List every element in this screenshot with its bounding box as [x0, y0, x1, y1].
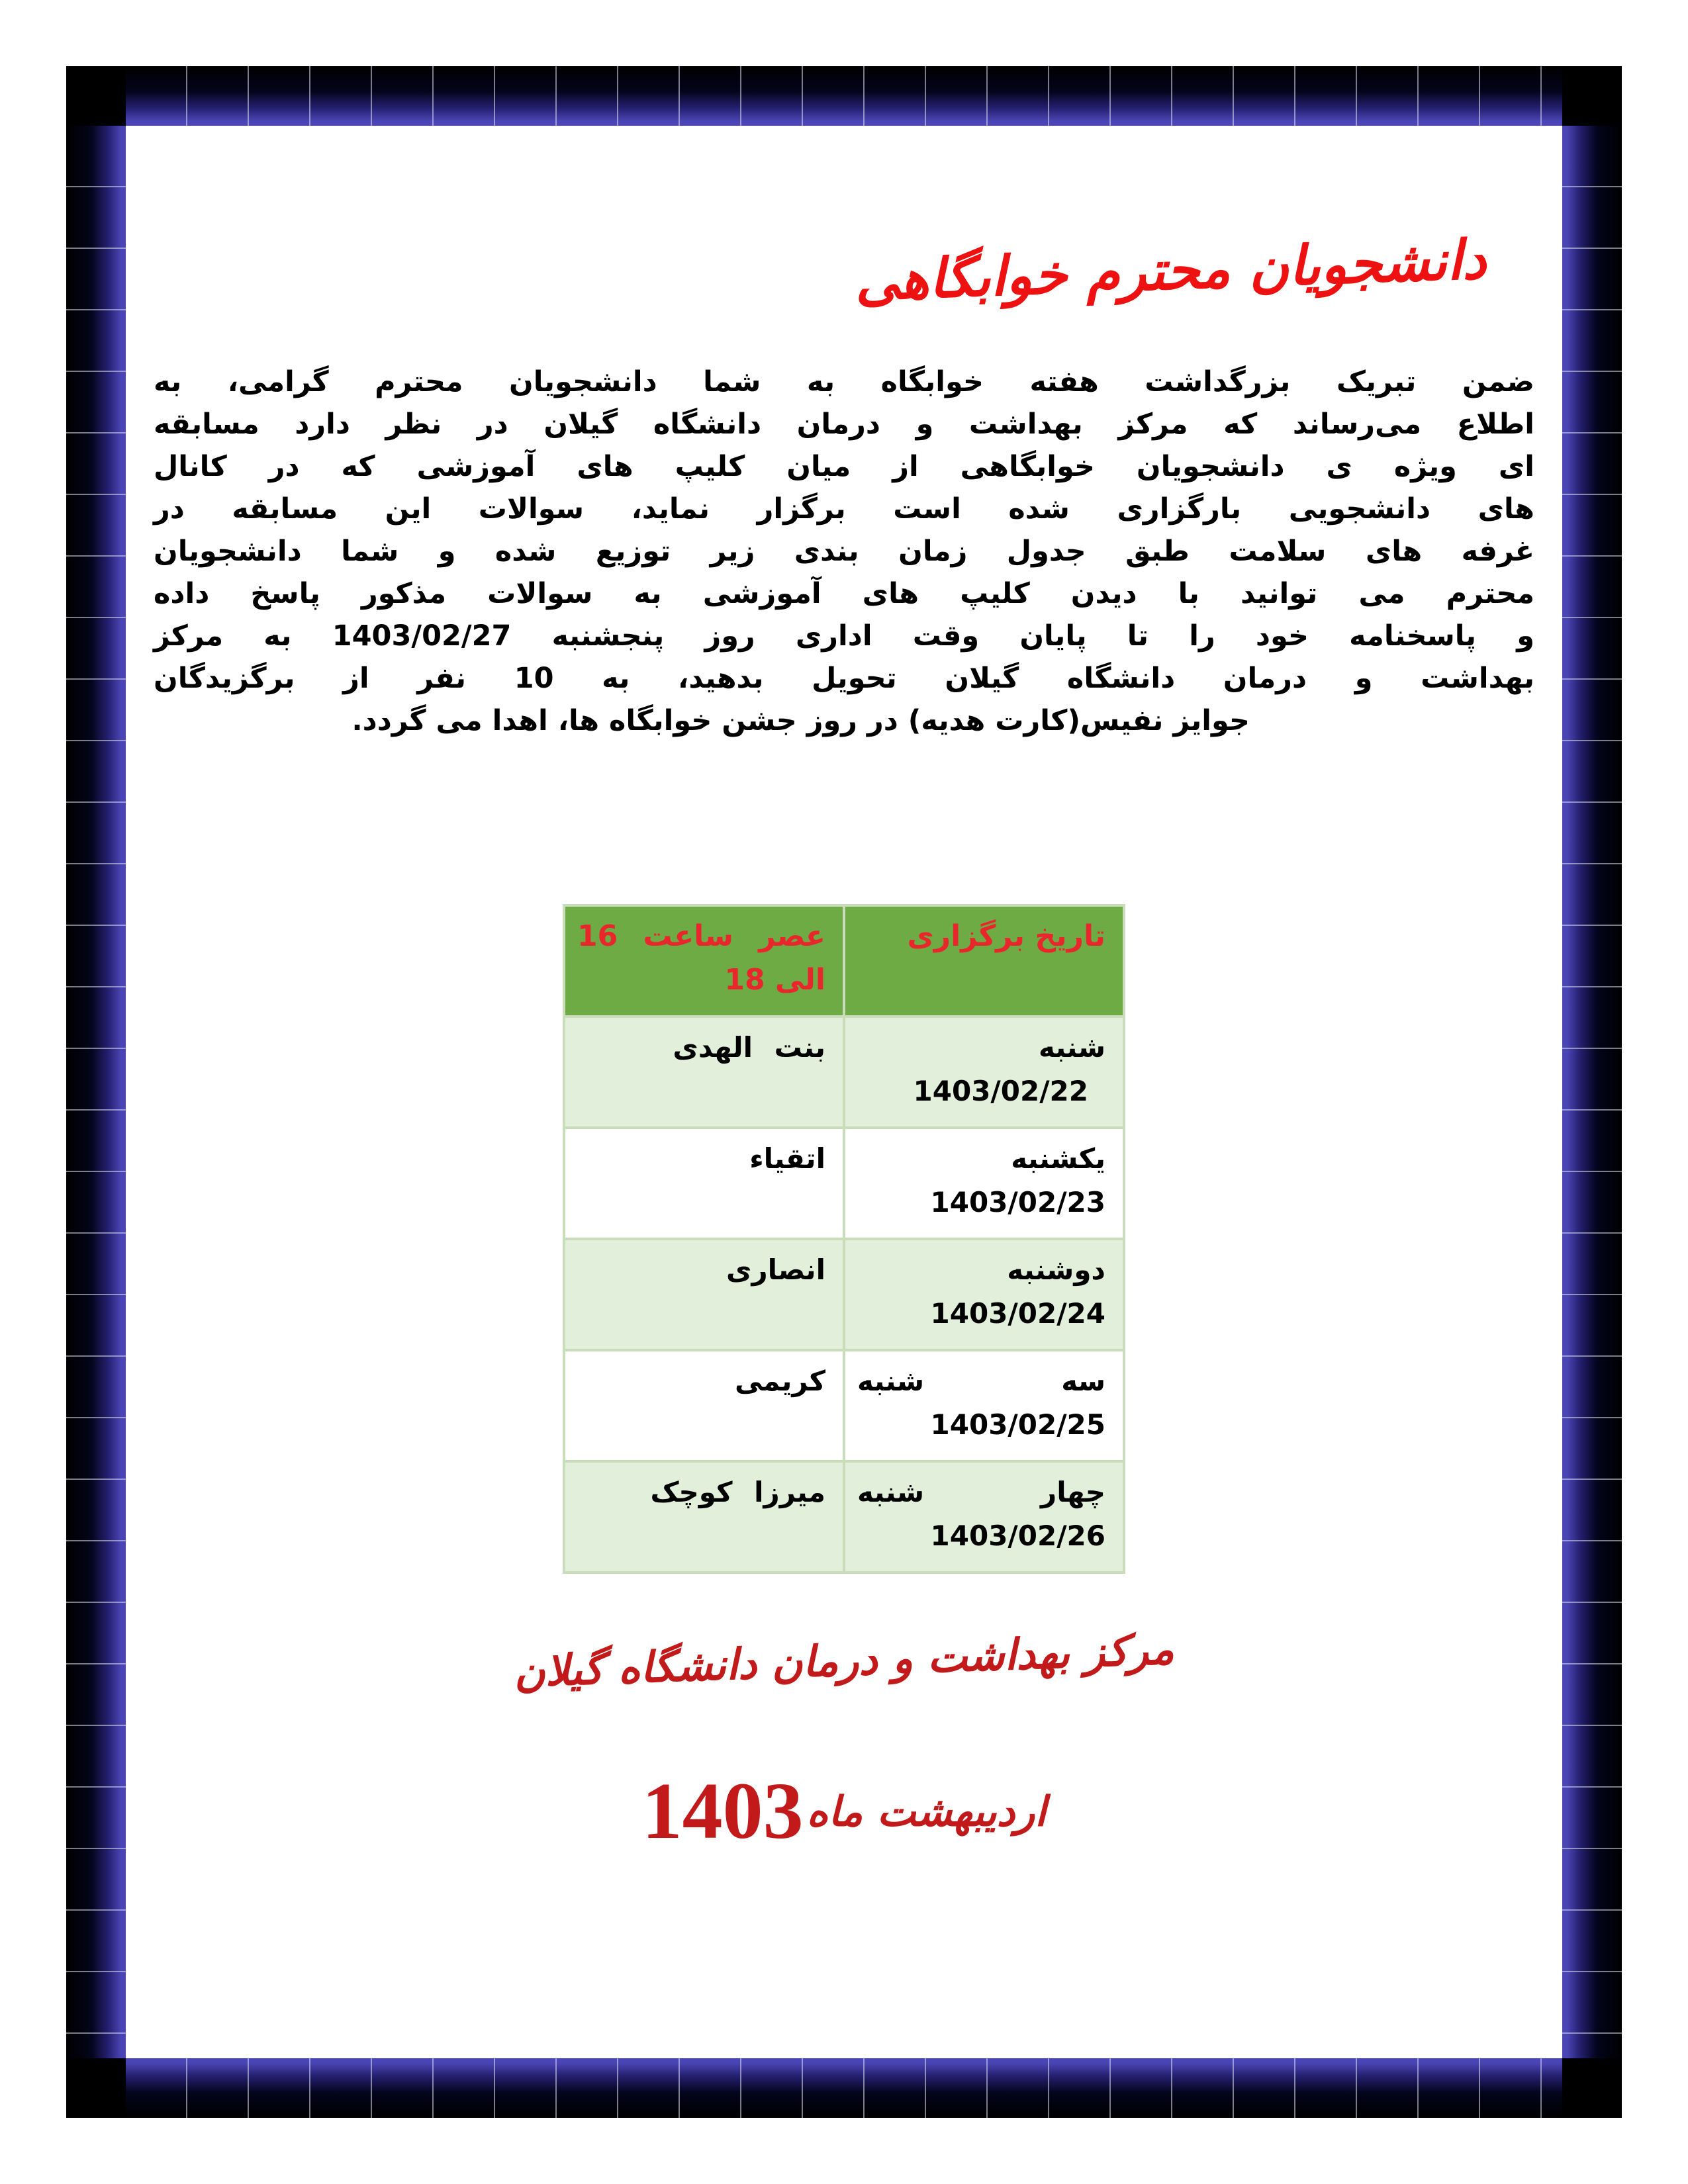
paragraph-line: ای ویژه ی دانشجویان خوابگاهی از میان کلیپ های آموزشی که در کانال [154, 450, 1534, 483]
day-name-part: چهار [1041, 1476, 1105, 1508]
issue-month: اردیبهشت ماه [806, 1787, 1047, 1836]
table-row [564, 1461, 1124, 1572]
date-cell [844, 1128, 1124, 1239]
day-name-part: شنبه [857, 1476, 925, 1508]
day-name: یکشنبه [1011, 1142, 1105, 1175]
dorm-cell: انصاری [564, 1239, 844, 1350]
border-band-right [1562, 126, 1622, 2058]
border-band-left [66, 126, 126, 2058]
border-corner-bottom-right [1562, 2058, 1622, 2118]
date-value: 1403/02/22 [913, 1075, 1088, 1107]
border-corner-top-right [1562, 66, 1622, 126]
time-range: الی 18 [724, 963, 825, 997]
date-cell [844, 1017, 1124, 1128]
paragraph-line: محترم می توانید با دیدن کلیپ های آموزشی به سوالات مذکور پاسخ داده [154, 577, 1534, 610]
date-value: 1403/02/24 [930, 1297, 1105, 1330]
day-name: دوشنبه [1007, 1253, 1105, 1286]
col-header-date [844, 905, 1124, 1017]
date-cell [844, 1239, 1124, 1350]
issue-year: 1403 [641, 1766, 804, 1856]
date-cell [844, 1461, 1124, 1572]
day-name-part: شنبه [857, 1365, 925, 1397]
dorm-cell: میرزا کوچک [564, 1461, 844, 1572]
announcement-paragraph [154, 361, 1534, 742]
dorm-cell: بنت الهدی [564, 1017, 844, 1128]
border-corner-bottom-left [66, 2058, 126, 2118]
dorm-cell: کریمی [564, 1350, 844, 1461]
time-word: 16 [577, 919, 618, 953]
border-corner-top-left [66, 66, 126, 126]
time-word: عصر [759, 919, 825, 953]
paragraph-line: غرفه های سلامت طبق جدول زمان بندی زیر توزیع شده و شما دانشجویان [154, 535, 1534, 568]
paragraph-line: اطلاع می‌رساند که مرکز بهداشت و درمان دانشگاه گیلان در نظر دارد مسابقه [154, 408, 1534, 441]
issuer-signature: مرکز بهداشت و درمان دانشگاه گیلان [513, 1625, 1175, 1698]
table-row [564, 1350, 1124, 1461]
paragraph-line: جوایز نفیس(کارت هدیه) در روز جشن خوابگاه ها، اهدا می گردد. [352, 704, 1250, 737]
document-content [126, 126, 1562, 2058]
day-name: شنبه [1038, 1031, 1105, 1064]
paragraph-line: های دانشجویی بارگزاری شده است برگزار نماید، سوالات این مسابقه در [154, 492, 1534, 525]
table-row [564, 1239, 1124, 1350]
time-word: ساعت [643, 919, 733, 953]
col-header-date-label: تاریخ برگزاری [907, 919, 1105, 953]
page-title: دانشجویان محترم خوابگاهی [854, 228, 1487, 314]
paragraph-line: ضمن تبریک بزرگداشت هفته خوابگاه به شما دانشجویان محترم گرامی، به [154, 365, 1534, 398]
schedule-table [563, 904, 1125, 1574]
table-row [564, 1128, 1124, 1239]
border-band-bottom [126, 2058, 1562, 2118]
table-row [564, 1017, 1124, 1128]
col-header-time [564, 905, 844, 1017]
paragraph-line: و پاسخنامه خود را تا پایان وقت اداری روز پنجشنبه 1403/02/27 به مرکز [154, 619, 1534, 653]
dorm-cell: اتقیاء [564, 1128, 844, 1239]
border-band-top [126, 66, 1562, 126]
date-value: 1403/02/26 [930, 1520, 1105, 1552]
issue-date [126, 1765, 1562, 1858]
date-value: 1403/02/25 [930, 1408, 1105, 1441]
day-name-part: سه [1061, 1365, 1105, 1397]
paragraph-line: بهداشت و درمان دانشگاه گیلان تحویل بدهید، به 10 نفر از برگزیدگان [154, 662, 1534, 695]
date-value: 1403/02/23 [930, 1186, 1105, 1218]
table-header-row [564, 905, 1124, 1017]
date-cell [844, 1350, 1124, 1461]
